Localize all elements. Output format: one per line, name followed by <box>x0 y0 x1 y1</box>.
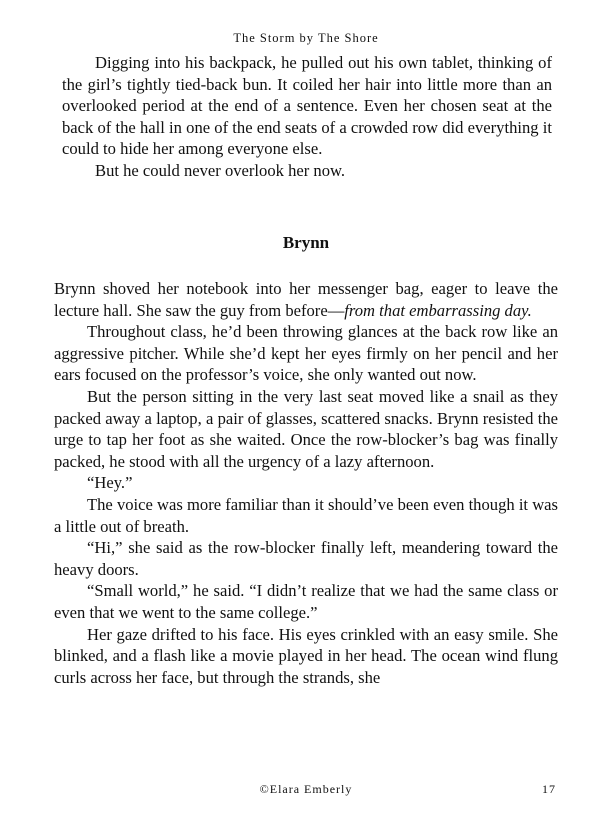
paragraph: “Small world,” he said. “I didn’t realize that we had the same class or even that we went to the same college.” <box>54 581 558 622</box>
page-number: 17 <box>542 782 556 796</box>
paragraph: Throughout class, he’d been throwing glances at the back row like an aggressive pitcher. While she’d kept her eyes firmly on her pencil and her ears focused on the professor’s voice, she only wanted out now. <box>54 322 558 385</box>
text-block-section1 <box>62 52 552 182</box>
paragraph: “Hi,” she said as the row-blocker finally left, meandering toward the heavy doors. <box>54 538 558 579</box>
footer-copyright: ©Elara Emberly <box>259 782 353 796</box>
paragraph: But he could never overlook her now. <box>95 160 346 180</box>
paragraph-text: Brynn shoved her notebook into her messenger bag, eager to leave the lecture hall. She saw the guy from before— <box>54 279 558 320</box>
chapter-title: Brynn <box>282 233 330 252</box>
italic-text: from that embarrassing day. <box>344 300 532 320</box>
paragraph: Her gaze drifted to his face. His eyes crinkled with an easy smile. She blinked, and a flash like a movie played in her head. The ocean wind flung curls across her face, but through the strands, she <box>54 624 558 687</box>
paragraph: The voice was more familiar than it should’ve been even though it was a little out of breath. <box>54 494 558 536</box>
text-block-section2 <box>54 278 558 688</box>
running-head: The Storm by The Shore <box>233 31 379 45</box>
paragraph: “Hey.” <box>87 473 133 493</box>
paragraph-opening <box>54 278 558 321</box>
paragraph: But the person sitting in the very last seat moved like a snail as they packed away a laptop, a pair of glasses, scattered snacks. Brynn resisted the urge to tap her foot as she waited. Once the row-blocker’s bag was finally packed, he stood with all the urgency of a lazy afternoon. <box>54 386 558 471</box>
paragraph: Digging into his backpack, he pulled out his own tablet, thinking of the girl’s tightly tied-back bun. It coiled her hair into little more than an overlooked period at the end of a sentence. Even her chosen seat at the back of the hall in one of the end seats of a crowded row did everything it could to hide her among everyone else. <box>62 53 552 159</box>
